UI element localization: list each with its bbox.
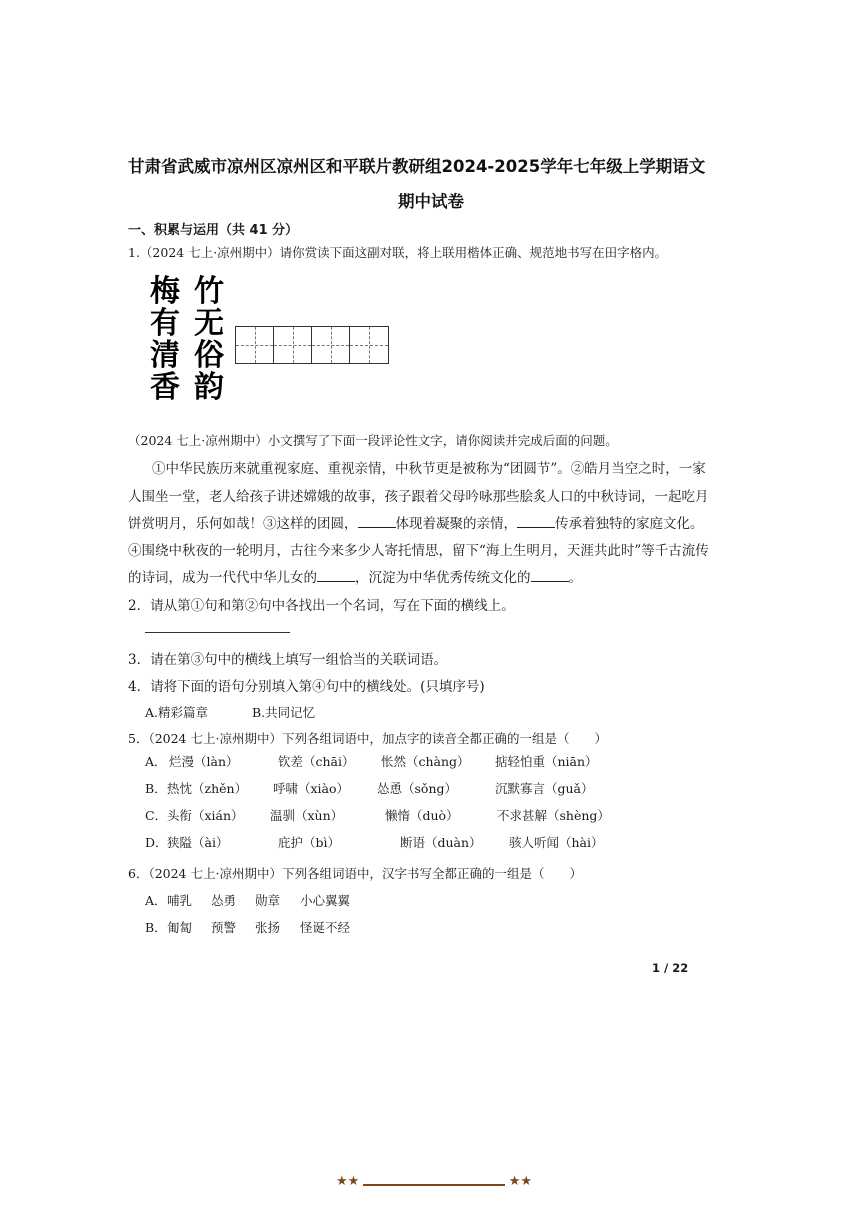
word: 热忱（zhěn） (167, 781, 248, 796)
q6-row-a (145, 891, 351, 909)
word: 张扬 (255, 920, 281, 935)
passage-text: 饼赏明月，乐何如哉！③这样的团圆， (128, 516, 358, 532)
q4-option-a: A.精彩篇章 (145, 705, 209, 720)
option-label: C． (145, 808, 168, 823)
q5-row-a (145, 752, 598, 770)
q5-row-b (145, 779, 594, 797)
word: 骇人听闻（hài） (509, 835, 604, 850)
page-number: 1 / 22 (652, 961, 689, 975)
couplet-char: 无 (194, 306, 224, 341)
couplet-right (192, 276, 226, 404)
question-4: 4．请将下面的语句分别填入第④句中的横线处。(只填序号) (128, 679, 485, 695)
word: 头衔（xián） (167, 808, 244, 823)
word: 断语（duàn） (400, 835, 482, 850)
passage-text: ，沉淀为中华优秀传统文化的 (355, 570, 531, 586)
tianzige-cell[interactable] (274, 327, 312, 363)
question-5: 5．（2024 七上·凉州期中）下列各组词语中，加点字的读音全都正确的一组是（ ） (128, 731, 607, 746)
answer-line[interactable] (145, 632, 290, 633)
title-line-2: 期中试卷 (398, 192, 464, 211)
blank-1[interactable] (358, 515, 396, 528)
passage-line-1: ①中华民族历来就重视家庭、重视亲情，中秋节更是被称为“团圆节”。②皓月当空之时，一家 (152, 461, 706, 477)
question-2: 2．请从第①句和第②句中各找出一个名词，写在下面的横线上。 (128, 598, 515, 614)
passage-intro: （2024 七上·凉州期中）小文撰写了下面一段评论性文字，请你阅读并完成后面的问题。 (128, 433, 618, 448)
question-6: 6．（2024 七上·凉州期中）下列各组词语中，汉字书写全都正确的一组是（ ） (128, 866, 582, 881)
word: 不求甚解（shèng） (497, 808, 610, 823)
passage-text: 的诗词，成为一代代中华儿女的 (128, 570, 317, 586)
tianzige-cell[interactable] (350, 327, 388, 363)
couplet-char: 有 (150, 306, 180, 341)
star-icon: ★★ (508, 1174, 532, 1189)
word: 温驯（xùn） (270, 808, 344, 823)
q4-option-b: B.共同记忆 (252, 705, 316, 720)
word: 小心翼翼 (300, 893, 351, 908)
q5-row-d (145, 833, 604, 851)
couplet-left (148, 276, 182, 404)
option-label: D． (145, 835, 168, 850)
option-label: B． (145, 920, 167, 935)
word: 怪诞不经 (300, 920, 351, 935)
couplet-char: 俗 (194, 338, 224, 373)
word: 勋章 (255, 893, 281, 908)
tianzige-cell[interactable] (236, 327, 274, 363)
word: 预警 (211, 920, 237, 935)
blank-3[interactable] (317, 569, 355, 582)
word: 庇护（bì） (278, 835, 340, 850)
question-1: 1.（2024 七上·凉州期中）请你赏读下面这副对联，将上联用楷体正确、规范地书写在田字格内。 (128, 245, 668, 260)
word: 呼啸（xiào） (273, 781, 350, 796)
tianzige-grid[interactable] (235, 326, 389, 364)
footer-rule (363, 1184, 505, 1186)
footer-ornament (336, 1174, 532, 1191)
word: 掂轻怕重（niān） (495, 754, 598, 769)
couplet-char: 香 (150, 370, 180, 405)
star-icon: ★★ (336, 1174, 360, 1189)
passage-text: 传承着独特的家庭文化。 (555, 516, 704, 532)
word: 狭隘（ài） (167, 835, 229, 850)
word: 匍匐 (167, 920, 193, 935)
passage-line-5 (128, 566, 582, 586)
word: 怂勇 (211, 893, 237, 908)
couplet-char: 清 (150, 338, 180, 373)
word: 烂漫（làn） (169, 754, 239, 769)
title-line-1: 甘肃省武威市凉州区凉州区和平联片教研组2024-2025学年七年级上学期语文 (128, 157, 706, 176)
couplet-char: 梅 (150, 274, 180, 309)
word: 怅然（chàng） (381, 754, 470, 769)
word: 哺乳 (167, 893, 193, 908)
q6-row-b (145, 918, 351, 936)
passage-line-4: ④围绕中秋夜的一轮明月，古往今来多少人寄托情思，留下“海上生明月，天涯共此时”等千古流传 (128, 543, 709, 559)
couplet-char: 韵 (194, 370, 224, 405)
passage-text: 体现着凝聚的亲情， (395, 516, 517, 532)
option-label: A． (145, 754, 167, 769)
passage-line-3 (128, 512, 704, 532)
blank-2[interactable] (517, 515, 555, 528)
tianzige-cell[interactable] (312, 327, 350, 363)
question-3: 3．请在第③句中的横线上填写一组恰当的关联词语。 (128, 652, 448, 668)
passage-text: 。 (568, 570, 582, 586)
option-label: A． (145, 893, 167, 908)
word: 钦差（chāi） (278, 754, 355, 769)
passage-line-2: 人围坐一堂，老人给孩子讲述嫦娥的故事，孩子跟着父母吟咏那些脍炙人口的中秋诗词，一起吃月 (128, 489, 709, 505)
section-heading: 一、积累与运用（共 41 分） (128, 223, 299, 238)
word: 懒惰（duò） (385, 808, 459, 823)
word: 怂恿（sǒng） (377, 781, 457, 796)
couplet-char: 竹 (194, 274, 224, 309)
word: 沉默寡言（guǎ） (495, 781, 594, 796)
q5-row-c (145, 806, 610, 824)
blank-4[interactable] (531, 569, 569, 582)
option-label: B． (145, 781, 167, 796)
